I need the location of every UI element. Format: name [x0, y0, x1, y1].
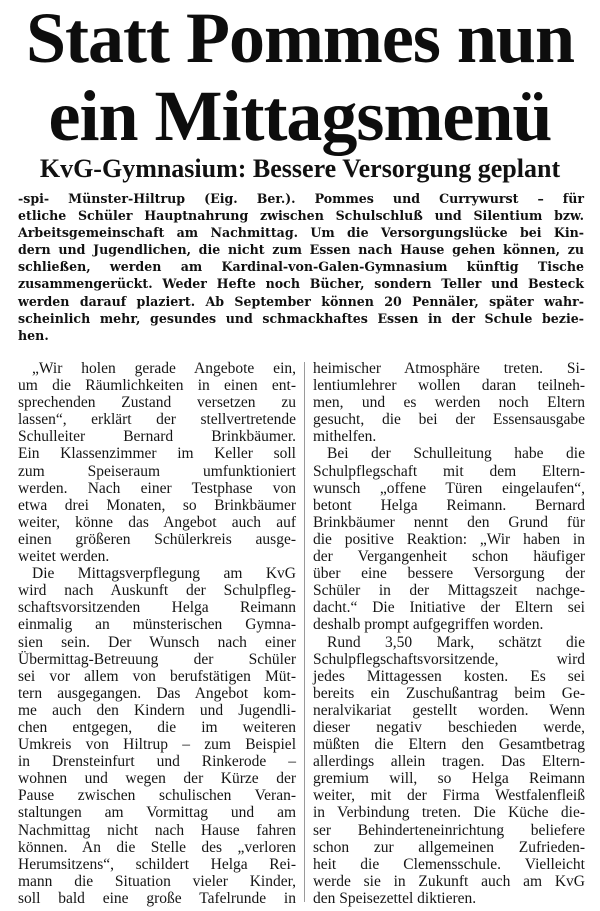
body-line: Rund 3,50 Mark, schätzt die [327, 633, 585, 651]
body-line: men, und es werden noch Eltern [313, 394, 585, 412]
body-line: jedes Mittagessen kosten. Es sei [313, 667, 585, 685]
body-line: Übermittag-Betreuung der Schüler [18, 650, 296, 668]
body-line: Die Mittagsverpflegung am KvG [32, 565, 296, 583]
body-line: betont Helga Reimann. Bernard [313, 496, 585, 514]
body-line: heimischer Atmosphäre treten. Si- [313, 360, 585, 377]
body-line: in Verbindung treten. Die Küche die- [313, 804, 585, 822]
body-line: „Wir holen gerade Angebote ein, [32, 360, 296, 377]
body-line: heit die Clemensschule. Vielleicht [313, 855, 585, 873]
body-line: ser Behinderteneinrichtung beliefere [313, 821, 585, 839]
lead-line: zusammengerückt. Weder Hefte noch Bücher, sondern Teller und Besteck [18, 276, 584, 292]
body-line: Umkreis von Hiltrup – zum Beispiel [18, 736, 296, 754]
body-line: sprechenden Zustand versetzen zu [18, 394, 296, 412]
headline-line-2: ein Mittagsmenü [48, 76, 552, 156]
body-line: wohnen und wegen der Kürze der [18, 770, 296, 788]
body-line: die positive Reaktion: „Wir haben in [313, 530, 585, 548]
body-line: tern ausgegangen. Das Angebot kom- [18, 684, 296, 702]
body-line: wunsch „offene Türen eingelaufen“, [313, 479, 585, 497]
body-line: Schulleiter Bernard Brinkbäumer. [18, 428, 296, 446]
lead-line: schließen, werden am Kardinal-von-Galen-Gymnasium künftig Tische [18, 259, 584, 275]
body-column-right [313, 360, 585, 907]
body-line: über eine bessere Versorgung der [313, 565, 585, 583]
headline [0, 0, 600, 156]
body-column-left [18, 360, 296, 907]
body-line: weitet werden. [18, 548, 110, 566]
body-line: einen größeren Schülerkreis ausge- [18, 530, 296, 548]
body-line: chen entgegen, die im weiteren [18, 718, 296, 736]
body-line: Schüler in der Mittagszeit nachge- [313, 582, 585, 600]
body-line: weiter, mit der Firma Westfalenfleiß [313, 787, 585, 805]
body-line: schon zur allgemeinen Zufrieden- [313, 838, 585, 856]
body-line: etwa drei Monaten, so Brinkbäumer [18, 496, 296, 514]
column-divider [304, 362, 305, 902]
body-line: schaftsvorsitzenden Helga Reimann [18, 599, 296, 617]
body-line: Pause zwischen schulischen Veran- [18, 787, 296, 805]
body-line: können. An die Stelle des „verloren [18, 838, 296, 856]
body-line: Ein Klassenzimmer im Keller soll [18, 445, 296, 463]
body-line: Bei der Schulleitung habe die [327, 445, 585, 463]
body-line: mithelfen. [313, 428, 377, 446]
body-line: dieser negativ beschieden werde, [313, 718, 585, 736]
headline-line-1: Statt Pommes nun [25, 0, 574, 78]
body-line: soll bald eine große Tafelrunde in [18, 889, 296, 907]
body-line: Brinkbäumer nennt den Grund für [313, 513, 585, 531]
body-line: deshalb prompt aufgegriffen worden. [313, 616, 544, 634]
body-line: bereits ein Zuschußantrag beim Ge- [313, 684, 585, 702]
body-line: dacht.“ Die Initiative der Eltern sei [313, 599, 585, 617]
body-line: zum Speiseraum umfunktioniert [18, 462, 296, 480]
body-line: allerdings allein tragen. Das Eltern- [313, 753, 585, 771]
body-line: staltungen am Vormittag und am [18, 804, 296, 822]
body-line: gremium will, so Helga Reimann [313, 770, 585, 788]
body-line: den Speisezettel diktieren. [313, 889, 477, 907]
body-line: einmalig an münsterischen Gymna- [18, 616, 296, 634]
lead-line: etliche Schüler Hauptnahrung zwischen Schulschluß und Silentium bzw. [18, 208, 584, 224]
lead-paragraph [18, 190, 584, 344]
body-line: werden. Nach einer Testphase von [18, 479, 296, 497]
body-line: lentiumlehrer wollen daran teilneh- [313, 377, 585, 395]
lead-line: -spi- Münster-Hiltrup (Eig. Ber.). Pommes und Currywurst – für [18, 191, 584, 206]
body-line: weiter, könne das Angebot auch auf [18, 513, 296, 531]
body-line: me auch den Kindern und Jugendli- [18, 701, 296, 719]
subheadline: KvG-Gymnasium: Bessere Versorgung geplant [39, 154, 561, 183]
body-line: Schulpflegschaftsvorsitzende, wird [313, 650, 585, 668]
lead-line: hen. [18, 327, 49, 343]
body-line: lassen“, erklärt der stellvertretende [18, 411, 296, 429]
body-line: um die Räumlichkeiten in einen ent- [18, 377, 296, 395]
body-line: in Drensteinfurt und Rinkerode – [18, 753, 296, 771]
body-line: werde sie in Zukunft auch am KvG [313, 872, 585, 890]
body-line: sei vor allem von berufstätigen Müt- [18, 667, 296, 685]
body-line: der Vergangenheit schon häufiger [313, 548, 585, 566]
body-line: wird nach Auskunft der Schulpfleg- [18, 582, 296, 600]
body-line: Schulpflegschaft mit dem Eltern- [313, 462, 585, 480]
body-line: Nachmittag nicht nach Hause fahren [18, 821, 296, 839]
lead-line: Arbeitsgemeinschaft am Nachmittag. Um die Versorgungslücke bei Kin- [18, 225, 584, 241]
body-line: mann die Situation vieler Kinder, [18, 872, 296, 890]
lead-line: scheinlich mehr, gesundes und schmackhaftes Essen in der Schule bezie- [18, 310, 584, 326]
body-line: gesucht, die bei der Essensausgabe [313, 411, 585, 429]
lead-line: werden darauf plaziert. Ab September können 20 Pennäler, später wahr- [18, 293, 584, 309]
body-line: Herumsitzens“, schildert Helga Rei- [18, 855, 296, 873]
body-line: sien sein. Der Wunsch nach einer [18, 633, 296, 651]
body-line: müßten die Eltern den Gesamtbetrag [313, 736, 585, 754]
body-line: neralvikariat gestellt worden. Wenn [313, 701, 585, 719]
lead-line: dern und Jugendlichen, die nicht zum Essen nach Hause gehen können, zu [18, 242, 584, 258]
